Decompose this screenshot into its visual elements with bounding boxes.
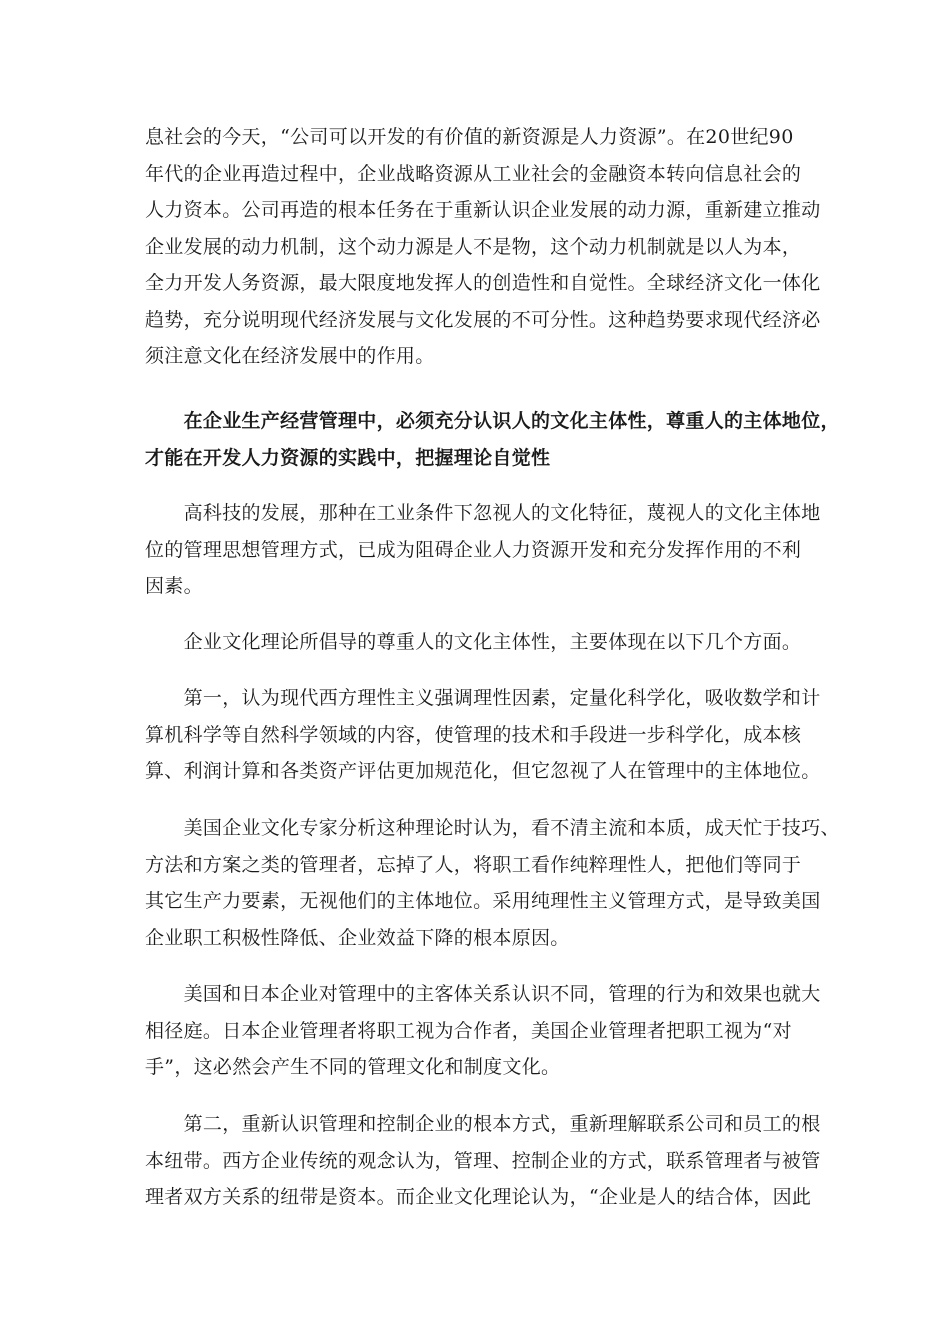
text-line: 方法和方案之类的管理者，忘掉了人，将职工看作纯粹理性人，把他们等同于	[145, 853, 802, 876]
text-line: 企业发展的动力机制，这个动力源是人不是物，这个动力机制就是以人为本，	[145, 235, 802, 258]
text-line: 其它生产力要素，无视他们的主体地位。采用纯理性主义管理方式，是导致美国	[145, 890, 821, 912]
text-line: 息社会的今天，“公司可以开发的有价值的新资源是人力资源”。在20世纪90	[145, 126, 794, 148]
text-line: 须注意文化在经济发展中的作用。	[145, 345, 435, 367]
text-line: 美国企业文化专家分析这种理论时认为，看不清主流和本质，成天忙于技巧、	[145, 817, 840, 839]
text-line: 算机科学等自然科学领域的内容，使管理的技术和手段进一步科学化，成本核	[145, 723, 802, 746]
text-line: 理者双方关系的纽带是资本。而企业文化理论认为，“企业是人的结合体，因此	[145, 1186, 812, 1208]
text-line: 全力开发人务资源，最大限度地发挥人的创造性和自觉性。全球经济文化一体化	[145, 272, 821, 294]
text-line: 算、利润计算和各类资产评估更加规范化，但它忽视了人在管理中的主体地位。	[145, 760, 821, 782]
text-line: 本纽带。西方企业传统的观念认为，管理、控制企业的方式，联系管理者与被管	[145, 1149, 821, 1172]
text-line: 企业文化理论所倡导的尊重人的文化主体性，主要体现在以下几个方面。	[145, 631, 802, 653]
paragraph-aspects	[145, 624, 815, 661]
paragraph-us-experts	[145, 810, 840, 956]
text-line: 人力资本。公司再造的根本任务在于重新认识企业发展的动力源，重新建立推动	[145, 199, 821, 221]
text-line: 因素。	[145, 575, 203, 597]
paragraph-first-point	[145, 680, 821, 790]
text-line: 美国和日本企业对管理中的主客体关系认识不同，管理的行为和效果也就大	[145, 983, 821, 1005]
section-heading	[145, 403, 840, 476]
text-line: 年代的企业再造过程中，企业战略资源从工业社会的金融资本转向信息社会的	[145, 162, 802, 185]
heading-line: 才能在开发人力资源的实践中，把握理论自觉性	[145, 446, 551, 469]
text-line: 趋势，充分说明现代经济发展与文化发展的不可分性。这种趋势要求现代经济必	[145, 308, 821, 331]
text-line: 高科技的发展，那种在工业条件下忽视人的文化特征，蔑视人的文化主体地	[145, 502, 821, 524]
paragraph-us-japan	[145, 976, 821, 1086]
text-line: 相径庭。日本企业管理者将职工视为合作者，美国企业管理者把职工视为“对	[145, 1019, 792, 1042]
text-line: 手”，这必然会产生不同的管理文化和制度文化。	[145, 1056, 561, 1078]
paragraph-intro	[145, 119, 821, 375]
text-line: 位的管理思想管理方式，已成为阻碍企业人力资源开发和充分发挥作用的不利	[145, 538, 802, 561]
paragraph-high-tech	[145, 495, 821, 605]
text-line: 第二，重新认识管理和控制企业的根本方式，重新理解联系公司和员工的根	[145, 1113, 821, 1135]
text-line: 第一，认为现代西方理性主义强调理性因素，定量化科学化，吸收数学和计	[145, 687, 821, 709]
heading-line: 在企业生产经营管理中，必须充分认识人的文化主体性，尊重人的主体地位，	[145, 410, 840, 432]
paragraph-second-point	[145, 1106, 821, 1216]
text-line: 企业职工积极性降低、企业效益下降的根本原因。	[145, 926, 570, 949]
